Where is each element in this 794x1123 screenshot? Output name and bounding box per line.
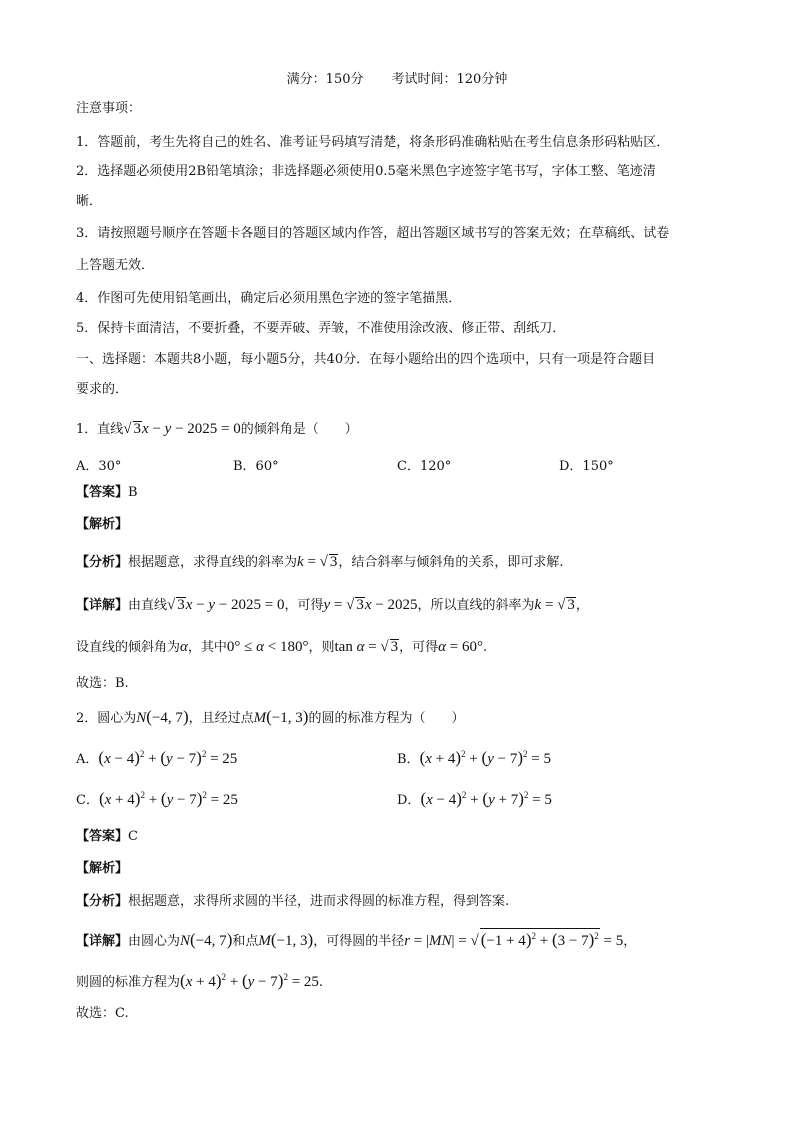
q2-analysis-tag: 【解析】 [76,861,129,876]
q1-analysis-tag: 【解析】 [76,517,129,532]
q2-option-d: D．$(x - 4)^2 + (y + 7)^2 = 5$ [397,789,552,808]
notes-title: 注意事项： [76,101,142,116]
q1-choose: 故选：B. [76,676,129,691]
note-item-1: 1．答题前，考生先将自己的姓名、准考证号码填写清楚，将条形码准确粘贴在考生信息条形码粘贴区． [76,135,670,150]
q1-option-c: C．120° [397,459,452,474]
q1-option-a: A．30° [76,459,122,474]
time-info: 考试时间：120分钟 [391,72,508,87]
note-item-4: 4．作图可先使用铅笔画出，确定后必须用黑色字迹的签字笔描黑． [76,291,462,306]
q2-xiangjie: 【详解】由圆心为N(−4, 7)和点M(−1, 3)，可得圆的半径r = |MN| = √ $(-1 + 4)^2 + (3 - 7)^2 = 5$， [76,930,637,949]
q1-fenxi: 【分析】根据题意，求得直线的斜率为k = √ 3，结合斜率与倾斜角的关系，即可求解. [76,554,564,570]
note-item-5: 5．保持卡面清洁，不要折叠，不要弄破、弄皱，不准使用涂改液、修正带、刮纸刀． [76,321,566,336]
q1-xiangjie: 【详解】由直线√ 3x − y − 2025 = 0，可得y = √ 3x − 2025，所以直线的斜率为k = √ 3， [76,597,589,613]
note-item-2: 2．选择题必须使用2B铅笔填涂；非选择题必须使用0.5毫米黑色字迹签字笔书写，字体工整、笔迹清 [76,164,656,179]
note-item-3-cont: 上答题无效． [76,258,155,273]
q1-xiangjie-2: 设直线的倾斜角为α，其中0° ≤ α < 180°，则tan α = √ 3，可得α = 60°. [76,639,488,655]
q1-line-equation: √ 3x − y − 2025 = 0 [123,421,241,437]
section-heading: 一、选择题：本题共8小题，每小题5分，共40分．在每小题给出的四个选项中，只有一项是符合题目 [76,352,656,367]
q2-option-c: C．$(x + 4)^2 + (y - 7)^2 = 25$ [76,789,238,808]
q2-xiangjie-2: 则圆的标准方程为$(x + 4)^2 + (y - 7)^2 = 25$. [76,971,324,990]
q2-choose: 故选：C. [76,1006,129,1021]
q1-stem: 1．直线√ 3x − y − 2025 = 0的倾斜角是（ ） [76,421,358,437]
section-heading-cont: 要求的． [76,382,129,397]
q2-fenxi: 【分析】根据题意，求得所求圆的半径，进而求得圆的标准方程，得到答案. [76,894,510,909]
q2-answer: 【答案】C [76,829,138,844]
score-info: 满分：150分 [286,72,364,87]
q2-option-a: A．$(x - 4)^2 + (y - 7)^2 = 25$ [76,748,238,767]
note-item-3: 3．请按照题号顺序在答题卡各题目的答题区域内作答，超出答题区域书写的答案无效；在草稿纸、试卷 [76,226,670,241]
q1-option-d: D．150° [559,459,614,474]
q2-option-b: B．$(x + 4)^2 + (y - 7)^2 = 5$ [397,748,551,767]
note-item-2-cont: 晰． [76,194,103,209]
q1-answer: 【答案】B [76,485,138,500]
q2-stem: 2．圆心为N(−4, 7)，且经过点M(−1, 3)的圆的标准方程为（ ） [76,707,465,726]
exam-header [0,68,794,87]
q1-option-b: B．60° [233,459,279,474]
